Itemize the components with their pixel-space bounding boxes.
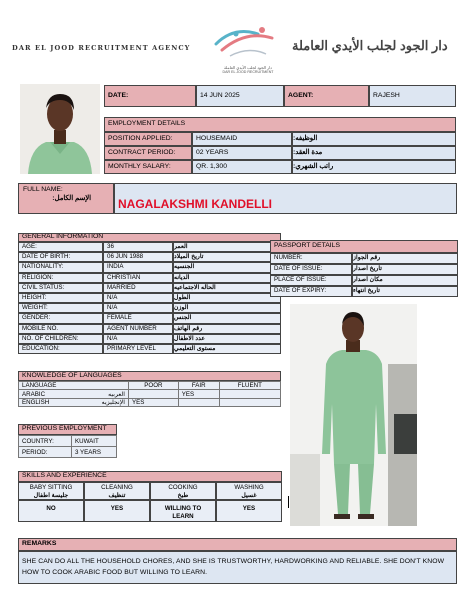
lang-name-ar: العربيه xyxy=(108,390,125,398)
passport-row-label-ar: رقم الجواز xyxy=(352,253,458,264)
lang-poor-cell: YES xyxy=(129,398,179,406)
general-row-label-ar: الجنس xyxy=(173,313,281,323)
lang-poor-cell xyxy=(129,390,179,398)
general-row-label-ar: تاريخ الميلاد xyxy=(173,252,281,262)
skill-header xyxy=(84,482,150,500)
skill-header xyxy=(150,482,216,500)
languages-title: KNOWLEDGE OF LANGUAGES xyxy=(18,371,281,381)
skill-name: COOKING xyxy=(168,484,198,491)
general-row-value: N/A xyxy=(103,303,173,313)
general-row-label-ar: الديانه xyxy=(173,273,281,283)
general-row-label: EDUCATION: xyxy=(18,344,103,354)
general-row-label-ar: الوزن xyxy=(173,303,281,313)
employment-row-value: HOUSEMAID xyxy=(192,132,292,146)
previous-employment-table xyxy=(18,435,117,458)
lang-header-language: LANGUAGE xyxy=(19,382,129,390)
general-row-label-ar: الطول xyxy=(173,293,281,303)
general-title: GENERAL INFORMATION xyxy=(18,233,281,242)
passport-row-label: DATE OF EXPIRY: xyxy=(270,286,352,297)
lang-row-arabic xyxy=(19,390,129,398)
lang-fluent-cell xyxy=(219,398,280,406)
general-row-label: HEIGHT: xyxy=(18,293,103,303)
employment-row-label: POSITION APPLIED: xyxy=(104,132,192,146)
lang-name-ar: الإنجليزيه xyxy=(101,398,125,406)
general-row-label-ar: رقم الهاتف xyxy=(173,324,281,334)
general-row-label: CIVIL STATUS: xyxy=(18,283,103,293)
passport-row-label-ar: مكان اصدار xyxy=(352,275,458,286)
lang-header-fair: FAIR xyxy=(178,382,219,390)
prev-country-value: KUWAIT xyxy=(71,436,116,447)
general-row-value: INDIA xyxy=(103,262,173,272)
full-name-value-box xyxy=(114,183,457,214)
general-row-value: 06 JUN 1988 xyxy=(103,252,173,262)
lang-header-poor: POOR xyxy=(129,382,179,390)
general-row-label-ar: الجنسيه xyxy=(173,262,281,272)
general-row-label: AGE: xyxy=(18,242,103,252)
general-row-label-ar: عدد الاطفال xyxy=(173,334,281,344)
agency-name-ar: دار الجود لجلب الأيدي العاملة xyxy=(292,38,448,53)
lang-fluent-cell xyxy=(219,390,280,398)
general-row-label-ar: الحاله الاجتماعيه xyxy=(173,283,281,293)
full-name-label-box xyxy=(18,183,114,214)
lang-fair-cell: YES xyxy=(178,390,219,398)
full-name-label-ar: الإسم الكامل: xyxy=(52,195,91,202)
employment-title: EMPLOYMENT DETAILS xyxy=(104,117,456,132)
skill-value: YES xyxy=(216,500,282,522)
general-row-value: PRIMARY LEVEL xyxy=(103,344,173,354)
general-row-label: WEIGHT: xyxy=(18,303,103,313)
candidate-full-body-photo xyxy=(290,304,417,526)
skill-name-ar: تنظيف xyxy=(108,492,126,500)
skill-name-ar: جليسة اطفال xyxy=(33,492,69,500)
general-row-label: NO. OF CHILDREN: xyxy=(18,334,103,344)
text-cursor xyxy=(288,496,289,508)
general-row-value: 36 xyxy=(103,242,173,252)
skill-value: YES xyxy=(84,500,150,522)
passport-row-label-ar: تاريخ انتهاء xyxy=(352,286,458,297)
full-name-label: FULL NAME: xyxy=(23,186,63,193)
logo-caption-ar: دار الجود لجلب الأيدي العاملة xyxy=(224,65,272,70)
general-row-label: MOBILE NO. xyxy=(18,324,103,334)
general-row-label: DATE OF BIRTH: xyxy=(18,252,103,262)
general-row-label: GENDER: xyxy=(18,313,103,323)
passport-row-label-ar: تاريخ اصدار xyxy=(352,264,458,275)
general-row-value: N/A xyxy=(103,293,173,303)
remarks-box xyxy=(18,551,457,584)
agency-name-en: DAR EL JOOD RECRUITMENT AGENCY xyxy=(12,44,191,52)
agency-logo xyxy=(212,22,284,74)
lang-name: ARABIC xyxy=(22,390,46,398)
agent-label: AGENT: xyxy=(284,85,369,107)
agent-value: RAJESH xyxy=(369,85,456,107)
passport-row-label: DATE OF ISSUE: xyxy=(270,264,352,275)
skill-name: WASHING xyxy=(234,484,264,491)
skill-value: NO xyxy=(18,500,84,522)
lang-header-fluent: FLUENT xyxy=(219,382,280,390)
employment-row-value: QR. 1,300 xyxy=(192,160,292,174)
passport-row-label: NUMBER: xyxy=(270,253,352,264)
general-row-value: FEMALE xyxy=(103,313,173,323)
logo-mark-icon xyxy=(212,22,284,60)
employment-row-label-ar: مدة العقد: xyxy=(292,146,456,160)
employment-row-label: MONTHLY SALARY: xyxy=(104,160,192,174)
employment-row-label: CONTRACT PERIOD: xyxy=(104,146,192,160)
date-label: DATE: xyxy=(104,85,196,107)
skill-name-ar: طبخ xyxy=(177,492,189,500)
employment-row-label-ar: الوظيفه: xyxy=(292,132,456,146)
lang-row-english xyxy=(19,398,129,406)
skill-name-ar: غسيل xyxy=(241,492,257,500)
general-row-label-ar: العمر xyxy=(173,242,281,252)
prev-country-label: COUNTRY: xyxy=(19,436,72,447)
lang-fair-cell xyxy=(178,398,219,406)
employment-row-label-ar: راتب الشهري: xyxy=(292,160,456,174)
skill-value: WILLING TO LEARN xyxy=(150,500,216,522)
prev-period-value: 3 YEARS xyxy=(71,447,116,458)
skill-name: CLEANING xyxy=(101,484,133,491)
previous-title: PREVIOUS EMPLOYMENT xyxy=(18,424,117,435)
general-row-value: MARRIED xyxy=(103,283,173,293)
general-row-value: AGENT NUMBER xyxy=(103,324,173,334)
skill-header xyxy=(18,482,84,500)
employment-row-value: 02 YEARS xyxy=(192,146,292,160)
skill-name: BABY SITTING xyxy=(29,484,73,491)
skills-title: SKILLS AND EXPERIENCE xyxy=(18,471,282,482)
full-name-value: NAGALAKSHMI KANDELLI xyxy=(118,197,272,211)
logo-caption-en: DAR EL JOOD RECRUITMENT xyxy=(222,70,274,74)
general-row-value: N/A xyxy=(103,334,173,344)
passport-row-label: PLACE OF ISSUE: xyxy=(270,275,352,286)
general-row-label: NATIONALITY: xyxy=(18,262,103,272)
candidate-portrait-photo xyxy=(20,84,100,174)
passport-title: PASSPORT DETAILS xyxy=(270,240,458,253)
remarks-title: REMARKS xyxy=(18,538,457,551)
languages-table xyxy=(18,381,281,407)
general-row-value: CHRISTIAN xyxy=(103,273,173,283)
general-row-label-ar: مستوى التعليمي xyxy=(173,344,281,354)
lang-name: ENGLISH xyxy=(22,398,50,406)
general-row-label: RELIGION: xyxy=(18,273,103,283)
prev-period-label: PERIOD: xyxy=(19,447,72,458)
skill-header xyxy=(216,482,282,500)
remarks-text: SHE CAN DO ALL THE HOUSEHOLD CHORES, AND SHE IS TRUSTWORTHY, HARDWORKING AND RELIABLE. SHE DON'T KNOW HOW TO COOK ARABIC FOOD BUT WILLING TO LEARN. xyxy=(22,558,445,576)
date-value: 14 JUN 2025 xyxy=(196,85,284,107)
